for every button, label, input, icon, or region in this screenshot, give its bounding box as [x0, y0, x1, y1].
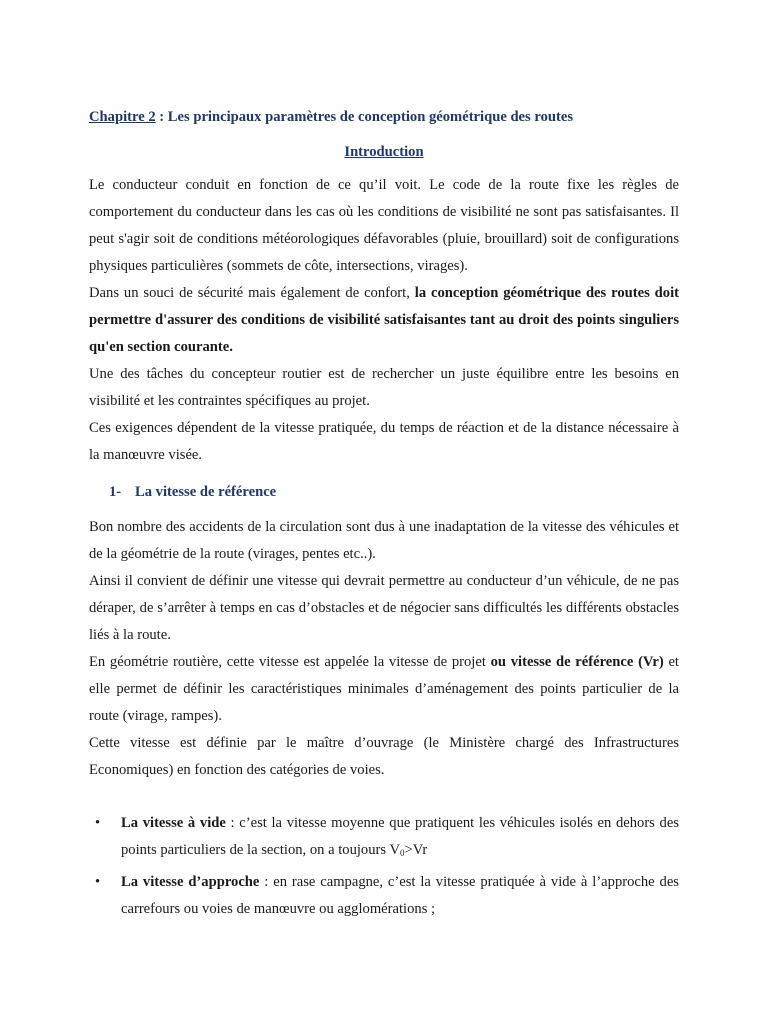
- document-page: [89, 104, 679, 925]
- bullet-text: : en rase campagne, c’est la vitesse pratiquée à vide à l’approche des carrefours ou voies de manœuvre ou agglomérations ;: [121, 874, 679, 917]
- introduction-heading: Introduction: [344, 144, 424, 160]
- intro-paragraph-3: Une des tâches du concepteur routier est de rechercher un juste équilibre entre les besoins en visibilité et les contraintes spécifiques au projet.: [89, 366, 679, 409]
- bullet-text: : c’est la vitesse moyenne que pratiquent les véhicules isolés en dehors des points particuliers de la section, on a toujours V: [121, 815, 679, 858]
- section-1-title: La vitesse de référence: [135, 484, 277, 500]
- chapter-separator: :: [155, 109, 168, 125]
- section1-paragraph-2: Ainsi il convient de définir une vitesse qui devrait permettre au conducteur d’un véhicule, de ne pas déraper, de s’arrêter à temps en cas d’obstacles et de négocier sans difficultés les différents obstacles liés à la route.: [89, 573, 679, 643]
- intro-p2-bold: la conception géométrique des routes doit permettre d'assurer des conditions de visibilité satisfaisantes tant au droit des points singuliers qu'en section courante.: [89, 285, 679, 355]
- chapter-title: [89, 104, 679, 131]
- bullet-icon: •: [95, 874, 101, 890]
- bullet-term: La vitesse d’approche: [121, 874, 260, 890]
- chapter-title-text: Les principaux paramètres de conception géométrique des routes: [167, 109, 574, 125]
- intro-paragraph-1: Le conducteur conduit en fonction de ce qu’il voit. Le code de la route fixe les règles de comportement du conducteur dans les cas où les conditions de visibilité ne sont pas satisfaisantes. Il peut s'agir soit de conditions météorologiques défavorables (pluie, brouillard) soit de configurations physiques particulières (sommets de côte, intersections, virages).: [89, 177, 679, 274]
- section1-p3-text: En géométrie routière, cette vitesse est appelée la vitesse de projet: [89, 654, 491, 670]
- section1-p3-bold: ou vitesse de référence (Vr): [490, 654, 664, 670]
- section1-p3-rest: et elle permet de définir les caractéristiques minimales d’aménagement des points particulier de la route (virage, rampes).: [89, 654, 679, 724]
- section1-paragraph-4: Cette vitesse est définie par le maître d’ouvrage (le Ministère chargé des Infrastructures Economiques) en fonction des catégories de voies.: [89, 735, 679, 778]
- intro-paragraph-4: Ces exigences dépendent de la vitesse pratiquée, du temps de réaction et de la distance nécessaire à la manœuvre visée.: [89, 420, 679, 463]
- bullet-icon: •: [95, 815, 101, 831]
- intro-p2-text: Dans un souci de sécurité mais également de confort,: [89, 285, 415, 301]
- section1-paragraph-3: [89, 649, 679, 730]
- bullet-term: La vitesse à vide: [121, 815, 226, 831]
- list-item: [89, 810, 679, 867]
- section-1-heading: [109, 479, 679, 506]
- chapter-label: Chapitre 2: [89, 109, 156, 125]
- section-1-number: 1-: [109, 484, 122, 500]
- section1-paragraph-1: Bon nombre des accidents de la circulation sont dus à une inadaptation de la vitesse des véhicules et de la géométrie de la route (virages, pentes etc..).: [89, 519, 679, 562]
- intro-paragraph-2: [89, 280, 679, 361]
- bullet-list: [89, 810, 679, 923]
- list-item: [89, 869, 679, 923]
- bullet-subscript: 0: [399, 848, 405, 858]
- bullet-text-end: >Vr: [404, 842, 428, 858]
